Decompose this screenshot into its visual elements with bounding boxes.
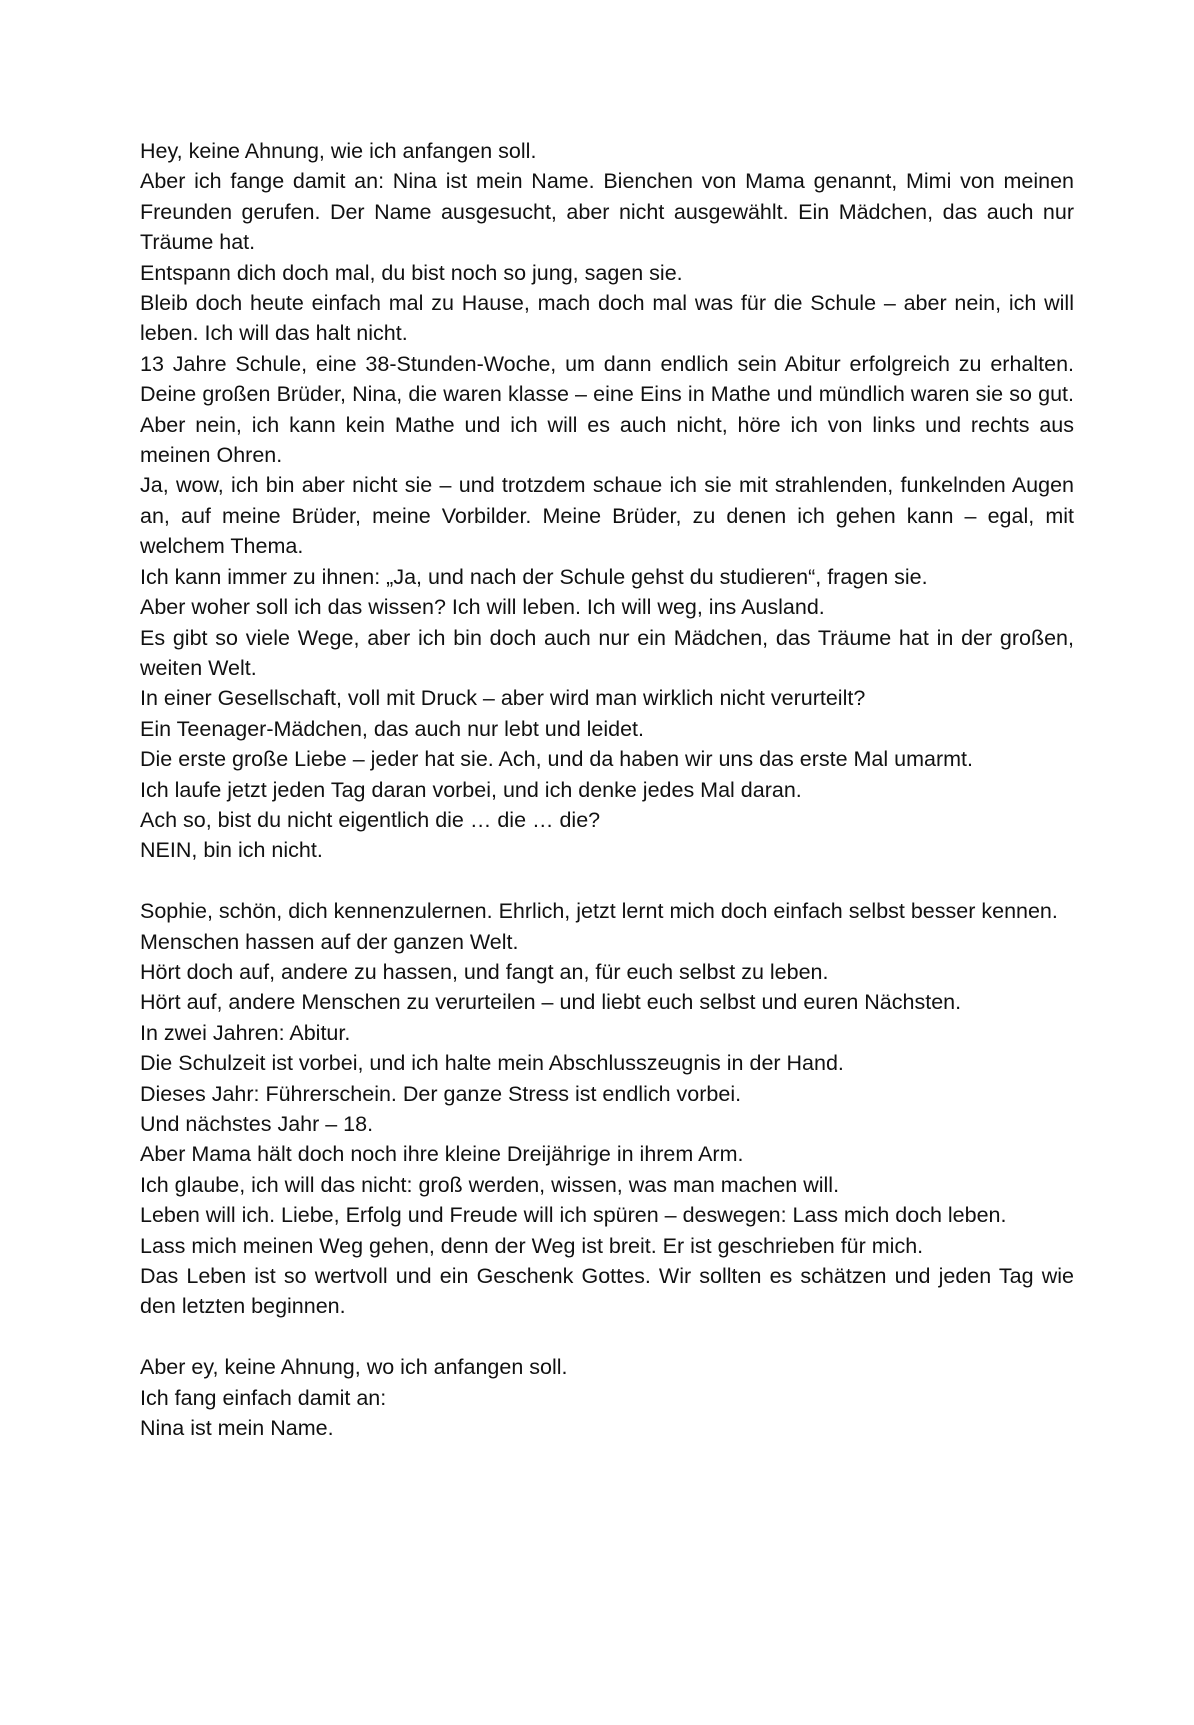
- paragraph: NEIN, bin ich nicht.: [140, 838, 323, 863]
- paragraph: Ja, wow, ich bin aber nicht sie – und trotzdem schaue ich sie mit strahlenden, funkelnden Augen an, auf meine Brüder, meine Vorbilder. Meine Brüder, zu denen ich gehen kann – egal, mit welchem Thema.: [140, 473, 1074, 559]
- paragraph: In zwei Jahren: Abitur.: [140, 1020, 351, 1045]
- paragraph: Bleib doch heute einfach mal zu Hause, mach doch mal was für die Schule – aber nein, ich will leben. Ich will das halt nicht.: [140, 291, 1074, 346]
- paragraph: Menschen hassen auf der ganzen Welt.: [140, 929, 519, 954]
- section-gap: [140, 866, 1074, 896]
- paragraph: Leben will ich. Liebe, Erfolg und Freude will ich spüren – deswegen: Lass mich doch leben.: [140, 1203, 1007, 1228]
- paragraph: Ach so, bist du nicht eigentlich die … die … die?: [140, 807, 601, 832]
- paragraph: 13 Jahre Schule, eine 38-Stunden-Woche, um dann endlich sein Abitur erfolgreich zu erhalten. Deine großen Brüder, Nina, die waren klasse – eine Eins in Mathe und mündlich waren sie so gut. Aber nein, ich kann kein Mathe und ich will es auch nicht, höre ich von links und rechts aus meinen Ohren.: [140, 351, 1074, 468]
- paragraph: Lass mich meinen Weg gehen, denn der Weg ist breit. Er ist geschrieben für mich.: [140, 1233, 924, 1258]
- section-gap: [140, 1322, 1074, 1352]
- paragraph: Hey, keine Ahnung, wie ich anfangen soll.: [140, 139, 537, 163]
- section-middle: [140, 896, 1074, 1322]
- paragraph: Ich glaube, ich will das nicht: groß werden, wissen, was man machen will.: [140, 1172, 840, 1197]
- paragraph: Ich kann immer zu ihnen: „Ja, und nach der Schule gehst du studieren“, fragen sie.: [140, 564, 928, 589]
- paragraph: Entspann dich doch mal, du bist noch so jung, sagen sie.: [140, 260, 683, 285]
- paragraph: Aber ey, keine Ahnung, wo ich anfangen soll.: [140, 1355, 568, 1380]
- paragraph: Ich fang einfach damit an:: [140, 1385, 387, 1410]
- paragraph: Ein Teenager-Mädchen, das auch nur lebt und leidet.: [140, 716, 645, 741]
- paragraph: Die Schulzeit ist vorbei, und ich halte mein Abschlusszeugnis in der Hand.: [140, 1051, 844, 1076]
- paragraph: Und nächstes Jahr – 18.: [140, 1111, 374, 1136]
- paragraph: Sophie, schön, dich kennenzulernen. Ehrlich, jetzt lernt mich doch einfach selbst besser kennen.: [140, 899, 1058, 924]
- paragraph: Nina ist mein Name.: [140, 1416, 334, 1441]
- paragraph: Hört doch auf, andere zu hassen, und fangt an, für euch selbst zu leben.: [140, 959, 829, 984]
- paragraph: Hört auf, andere Menschen zu verurteilen – und liebt euch selbst und euren Nächsten.: [140, 990, 962, 1015]
- paragraph: Das Leben ist so wertvoll und ein Geschenk Gottes. Wir sollten es schätzen und jeden Tag wie den letzten beginnen.: [140, 1264, 1074, 1319]
- paragraph: Aber woher soll ich das wissen? Ich will leben. Ich will weg, ins Ausland.: [140, 595, 825, 620]
- section-ending: [140, 1352, 1074, 1443]
- paragraph: Aber Mama hält doch noch ihre kleine Dreijährige in ihrem Arm.: [140, 1142, 744, 1167]
- paragraph: Ich laufe jetzt jeden Tag daran vorbei, und ich denke jedes Mal daran.: [140, 777, 802, 802]
- paragraph: Die erste große Liebe – jeder hat sie. Ach, und da haben wir uns das erste Mal umarmt.: [140, 747, 973, 772]
- section-intro: [140, 136, 1074, 866]
- text-body: [140, 136, 1074, 1443]
- paragraph: Aber ich fange damit an: Nina ist mein Name. Bienchen von Mama genannt, Mimi von meinen Freunden gerufen. Der Name ausgesucht, aber nicht ausgewählt. Ein Mädchen, das auch nur Träume hat.: [140, 169, 1074, 255]
- paragraph: Dieses Jahr: Führerschein. Der ganze Stress ist endlich vorbei.: [140, 1081, 742, 1106]
- paragraph: Es gibt so viele Wege, aber ich bin doch auch nur ein Mädchen, das Träume hat in der großen, weiten Welt.: [140, 625, 1074, 680]
- paragraph: In einer Gesellschaft, voll mit Druck – aber wird man wirklich nicht verurteilt?: [140, 686, 866, 711]
